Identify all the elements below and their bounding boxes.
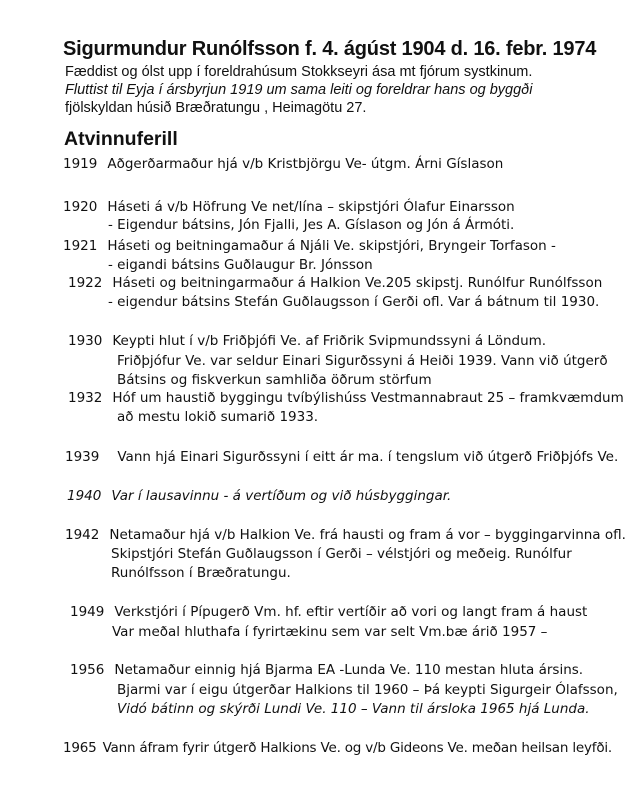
- entry-text: Háseti og beitningamaður á Njáli Ve. skipstjóri, Bryngeir Torfason -: [107, 238, 556, 254]
- entry-text: að mestu lokið sumarið 1933.: [117, 409, 319, 425]
- entry-text: Verkstjóri í Pípugerð Vm. hf. eftir vertíðir að vori og langt fram á haust: [114, 604, 588, 620]
- intro-line-2: Fluttist til Eyja í ársbyrjun 1919 um sama leiti og foreldrar hans og byggði: [65, 82, 533, 98]
- career-entry-1930: [68, 333, 546, 349]
- entry-text: Bjarmi var í eigu útgerðar Halkions til 1960 – Þá keypti Sigurgeir Ólafsson,: [117, 682, 618, 698]
- entry-text: Friðþjófur Ve. var seldur Einari Sigurðssyni á Heiði 1939. Vann við útgerð: [117, 353, 608, 369]
- career-entry-1919: [63, 156, 503, 172]
- entry-text: Vidó bátinn og skýrði Lundi Ve. 110 – Vann til ársloka 1965 hjá Lunda.: [117, 701, 590, 717]
- entry-text: Vann hjá Einari Sigurðssyni í eitt ár ma. í tengslum við útgerð Friðþjófs Ve.: [117, 449, 619, 465]
- entry-year: 1942: [65, 527, 100, 543]
- entry-year: 1921: [63, 238, 98, 254]
- entry-year: 1922: [68, 275, 103, 291]
- career-entry-1922: [68, 275, 602, 291]
- entry-year: 1920: [63, 199, 98, 215]
- entry-text: Netamaður hjá v/b Halkion Ve. frá hausti og fram á vor – byggingarvinna ofl.: [109, 527, 626, 543]
- career-entry-1920: [63, 199, 515, 215]
- intro-line-3: fjölskyldan húsið Bræðratungu , Heimagötu 27.: [65, 100, 367, 116]
- entry-text: - Eigendur bátsins, Jón Fjalli, Jes A. Gíslason og Jón á Ármóti.: [108, 217, 515, 233]
- entry-year: 1949: [70, 604, 105, 620]
- entry-text: Var meðal hluthafa í fyrirtækinu sem var selt Vm.bæ árið 1957 –: [112, 624, 548, 640]
- page-title: Sigurmundur Runólfsson f. 4. ágúst 1904 d. 16. febr. 1974: [63, 38, 597, 60]
- entry-text: Háseti og beitningarmaður á Halkion Ve.205 skipstj. Runólfur Runólfsson: [112, 275, 603, 291]
- entry-text: Háseti á v/b Höfrung Ve net/lína – skipstjóri Ólafur Einarsson: [107, 199, 515, 215]
- entry-text: Runólfsson í Bræðratungu.: [111, 565, 291, 581]
- entry-text: Aðgerðarmaður hjá v/b Kristbjörgu Ve- útgm. Árni Gíslason: [107, 156, 504, 172]
- entry-year: 1932: [68, 390, 103, 406]
- entry-year: 1940: [67, 488, 102, 504]
- career-entry-1932: [68, 390, 624, 406]
- entry-text: Hóf um haustið byggingu tvíbýlishúss Vestmannabraut 25 – framkvæmdum: [112, 390, 624, 406]
- entry-text: Skipstjóri Stefán Guðlaugsson í Gerði – vélstjóri og meðeig. Runólfur: [111, 546, 572, 562]
- section-title: Atvinnuferill: [64, 128, 178, 150]
- entry-text: Bátsins og fiskverkun samhliða öðrum störfum: [117, 372, 432, 388]
- intro-line-1: Fæddist og ólst upp í foreldrahúsum Stokkseyri ása mt fjórum systkinum.: [65, 64, 533, 80]
- entry-text: Keypti hlut í v/b Friðþjófi Ve. af Friðrik Svipmundssyni á Löndum.: [112, 333, 547, 349]
- entry-text: Var í lausavinnu - á vertíðum og við húsbyggingar.: [111, 488, 452, 504]
- entry-year: 1930: [68, 333, 103, 349]
- entry-text: Netamaður einnig hjá Bjarma EA -Lunda Ve. 110 mestan hluta ársins.: [114, 662, 584, 678]
- career-entry-1939: [65, 449, 618, 465]
- entry-text: - eigendur bátsins Stefán Guðlaugsson í Gerði ofl. Var á bátnum til 1930.: [108, 294, 600, 310]
- entry-text: Vann áfram fyrir útgerð Halkions Ve. og v/b Gideons Ve. meðan heilsan leyfði.: [102, 740, 613, 756]
- career-entry-1965: [63, 740, 612, 756]
- entry-year: 1939: [65, 449, 100, 465]
- entry-year: 1956: [70, 662, 105, 678]
- entry-year: 1919: [63, 156, 98, 172]
- career-entry-1940: [67, 488, 451, 504]
- entry-year: 1965: [63, 740, 97, 756]
- career-entry-1949: [70, 604, 587, 620]
- career-entry-1956: [70, 662, 583, 678]
- career-entry-1942: [65, 527, 626, 543]
- career-entry-1921: [63, 238, 556, 254]
- entry-text: - eigandi bátsins Guðlaugur Br. Jónsson: [108, 257, 373, 273]
